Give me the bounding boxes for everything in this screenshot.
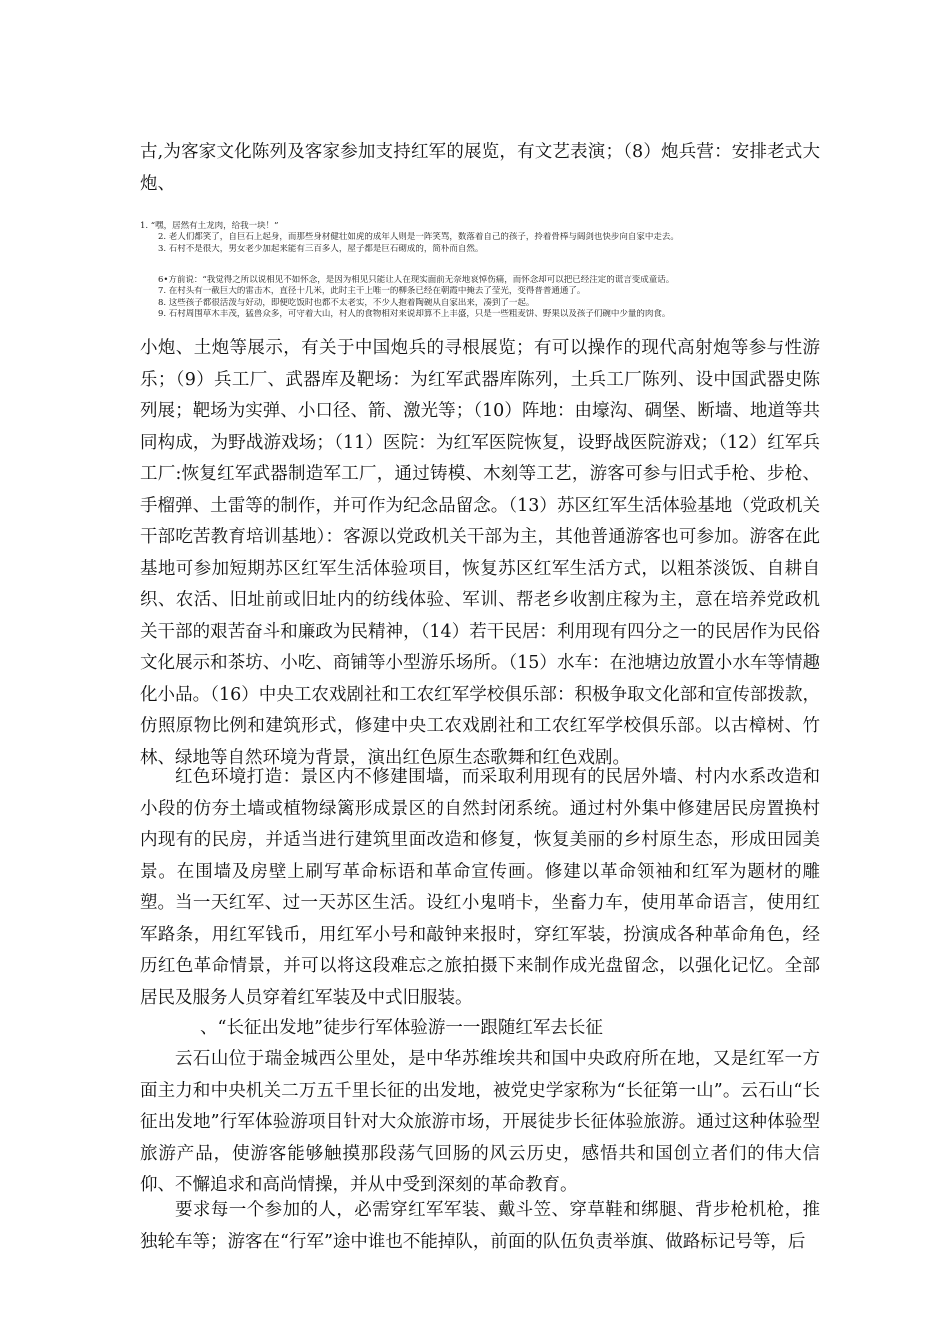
inserted-list-group-2 bbox=[140, 275, 820, 321]
requirements-paragraph: 要求每一个参加的人，必需穿红军军装、戴斗笠、穿草鞋和绑腿、背步枪机枪，推独轮车等；游客在“行军”途中谁也不能掉队，前面的队伍负责举旗、做路标记号等，后 bbox=[140, 1200, 820, 1252]
list-item: 3. 石村不是很大，男女老少加起来能有三百多人，屋子都是巨石砌成的，简朴而自然。 bbox=[158, 243, 484, 254]
main-paragraph: 小炮、土炮等展示，有关于中国炮兵的寻根展览；有可以操作的现代高射炮等参与性游乐；（9）兵工厂、武器库及靶场：为红军武器库陈列，土兵工厂陈列、设中国武器史陈列展；靶场为实弹、小口径、箭、激光等；（10）阵地：由壕沟、碉堡、断墙、地道等共同构成，为野战游戏场；（11）医院：为红军医院恢复，设野战医院游戏；（12）红军兵工厂:恢复红军武器制造军工厂，通过铸模、木刻等工艺，游客可参与旧式手枪、步枪、手榴弹、土雷等的制作，并可作为纪念品留念。（13）苏区红军生活体验基地（党政机关干部吃苦教育培训基地）：客源以党政机关干部为主，其他普通游客也可参加。游客在此基地可参加短期苏区红军生活体验项目，恢复苏区红军生活方式，以粗茶淡饭、自耕自织、农活、旧址前或旧址内的纺线体验、军训、帮老乡收割庄稼为主，意在培养党政机关干部的艰苦奋斗和廉政为民精神，（14）若干民居：利用现有四分之一的民居作为民俗文化展示和茶坊、小吃、商铺等小型游乐场所。（15）水车：在池塘边放置小水车等情趣化小品。（16）中央工农戏剧社和工农红军学校俱乐部：积极争取文化部和宣传部拨款，仿照原物比例和建筑形式，修建中央工农戏剧社和工农红军学校俱乐部。以古樟树、竹林、绿地等自然环境为背景，演出红色原生态歌舞和红色戏剧。 bbox=[140, 338, 820, 768]
one-day-red-army-paragraph: 当一天红军、过一天苏区生活。设红小鬼哨卡，坐畜力车，使用革命语言，使用红军路条，用红军钱币，用红军小号和敲钟来报时，穿红军装，扮演成各种革命角色，经历红色革命情景，并可以将这段难忘之旅拍摄下来制作成光盘留念，以强化记忆。全部居民及服务人员穿着红军装及中式旧服装。 bbox=[140, 893, 820, 1008]
list-item: 6•方前说：“我觉得之所以说相见不如怀念，是因为相见只能让人在现实面前无奈地哀悼伤痛，而怀念却可以把已经注定的谎言变成童话。 bbox=[158, 275, 675, 285]
red-environment-paragraph: 红色环境打造：景区内不修建围墙，而采取利用现有的民居外墙、村内水系改造和小段的仿夯土墙或植物绿篱形成景区的自然封闭系统。通过村外集中修建居民房置换村内现有的民房，并适当进行建筑里面改造和修复，恢复美丽的乡村原生态，形成田园美景。在围墙及房壁上刷写革命标语和革命宣传画。修建以革命领袖和红军为题材的雕塑。 bbox=[140, 767, 820, 913]
list-item: 7. 在村头有一截巨大的雷击木，直径十几米，此时主干上唯一的柳条已经在朝霞中掩去了莹光，变得普普通通了。 bbox=[158, 286, 586, 297]
section-heading: 、“长征出发地”徒步行军体验游一一跟随红军去长征 bbox=[200, 1018, 603, 1038]
top-paragraph: 古,为客家文化陈列及客家参加支持红军的展览，有文艺表演；（8）炮兵营：安排老式大炮、 bbox=[140, 142, 820, 194]
inserted-list-group-1 bbox=[140, 221, 820, 255]
list-item: 2. 老人们都笑了，自巨石上起身，而那些身材健壮如虎的成年人则是一阵笑骂，数落着自己的孩子，拎着骨棒与阔剑也快步向自家中走去。 bbox=[158, 232, 679, 243]
list-item: 1. “嘿，居然有土龙肉，给我一块！” bbox=[140, 221, 279, 231]
yunshishan-paragraph: 云石山位于瑞金城西公里处，是中华苏维埃共和国中央政府所在地，又是红军一方面主力和中央机关二万五千里长征的出发地，被党史学家称为“长征第一山”。云石山“长征出发地”行军体验游项目针对大众旅游市场，开展徒步长征体验旅游。通过这种体验型旅游产品，使游客能够触摸那段荡气回肠的风云历史，感悟共和国创立者们的伟大信仰、不懈追求和高尚情操，并从中受到深刻的革命教育。 bbox=[140, 1049, 820, 1195]
list-item: 8. 这些孩子都很活泼与好动，即便吃饭时也都不太老实，不少人抱着陶碗从自家出来，凑到了一起。 bbox=[158, 297, 535, 308]
list-item: 9. 石村周围草木丰茂，猛兽众多，可守着大山，村人的食物相对来说却算不上丰盛，只是一些粗麦饼、野果以及孩子们碗中少量的肉食。 bbox=[158, 309, 671, 320]
